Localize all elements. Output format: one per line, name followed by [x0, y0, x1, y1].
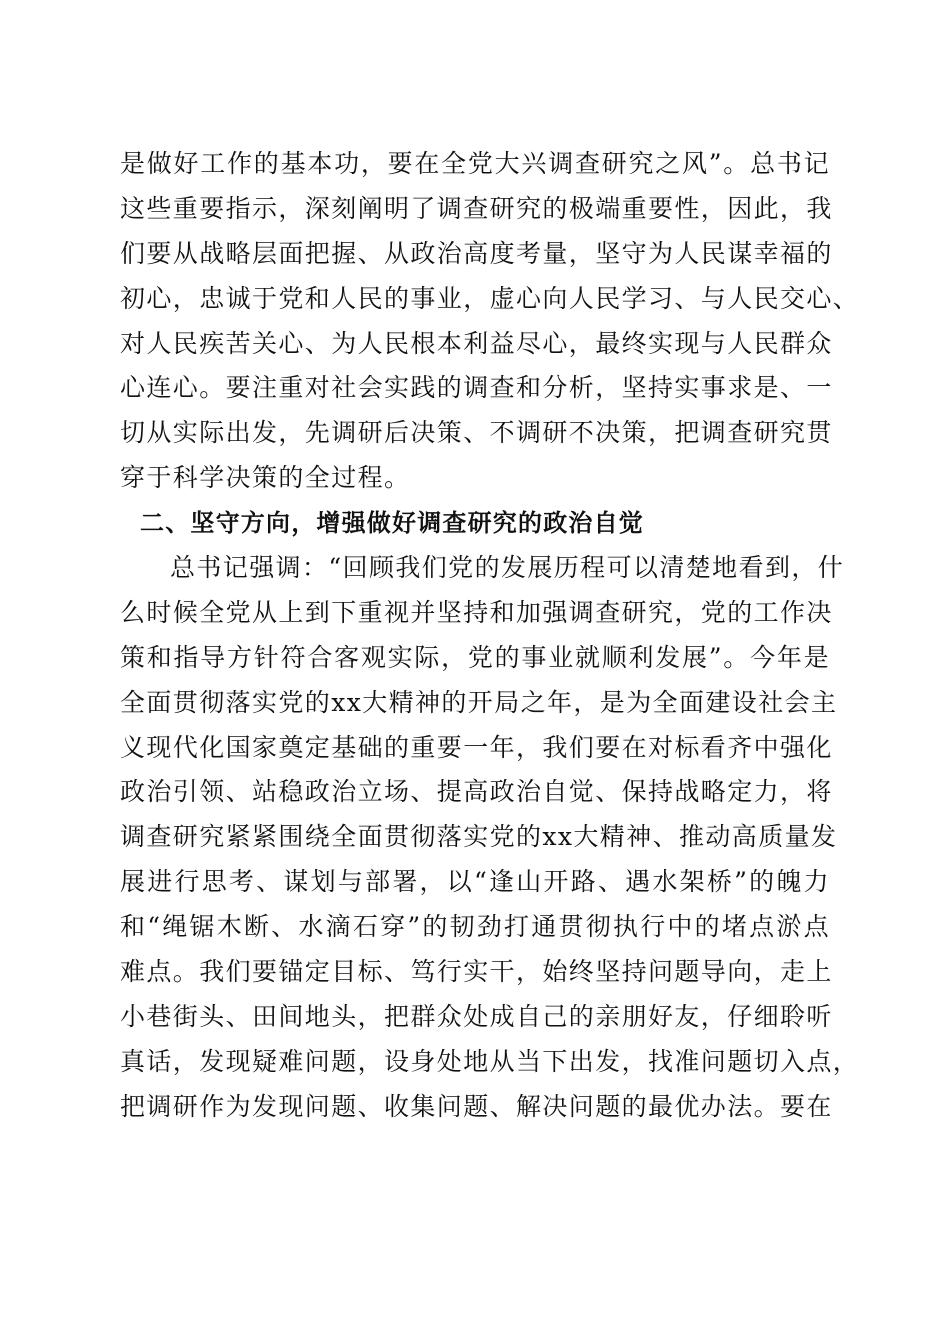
paragraph-line: 政治引领、站稳政治立场、提高政治自觉、保持战略定力，将 — [120, 777, 833, 807]
paragraph-line: 调查研究紧紧围绕全面贯彻落实党的xx大精神、推动高质量发 — [120, 822, 838, 852]
paragraph-line: 真话，发现疑难问题，设身处地从当下出发，找准问题切入点， — [120, 1046, 860, 1076]
paragraph-line: 小巷街头、田间地头，把群众处成自己的亲朋好友，仔细聆听 — [120, 1001, 833, 1031]
paragraph-line: 穿于科学决策的全过程。 — [120, 463, 411, 493]
paragraph-line: 这些重要指示，深刻阐明了调查研究的极端重要性，因此，我 — [120, 193, 833, 223]
section-heading: 二、坚守方向，增强做好调查研究的政治自觉 — [140, 509, 644, 538]
paragraph-2 — [120, 546, 860, 1130]
paragraph-line: 初心，忠诚于党和人民的事业，虚心向人民学习、与人民交心、 — [120, 283, 860, 313]
paragraph-line: 对人民疾苦关心、为人民根本利益尽心，最终实现与人民群众 — [120, 328, 833, 358]
paragraph-line: 和“绳锯木断、水滴石穿”的韧劲打通贯彻执行中的堵点淤点 — [120, 912, 830, 942]
paragraph-line: 全面贯彻落实党的xx大精神的开局之年，是为全面建设社会主 — [120, 687, 838, 717]
paragraph-line: 展进行思考、谋划与部署，以“逢山开路、遇水架桥”的魄力 — [120, 867, 830, 897]
document-body — [120, 142, 860, 1130]
paragraph-line: 们要从战略层面把握、从政治高度考量，坚守为人民谋幸福的 — [120, 238, 833, 268]
paragraph-line: 总书记强调：“回顾我们党的发展历程可以清楚地看到，什 — [170, 553, 845, 583]
paragraph-line: 策和指导方针符合客观实际，党的事业就顺利发展”。今年是 — [120, 642, 830, 672]
paragraph-line: 把调研作为发现问题、收集问题、解决问题的最优办法。要在 — [120, 1091, 833, 1121]
paragraph-line: 义现代化国家奠定基础的重要一年，我们要在对标看齐中强化 — [120, 732, 833, 762]
paragraph-line: 么时候全党从上到下重视并坚持和加强调查研究，党的工作决 — [120, 597, 833, 627]
paragraph-line: 心连心。要注重对社会实践的调查和分析，坚持实事求是、一 — [120, 373, 833, 403]
paragraph-line: 是做好工作的基本功，要在全党大兴调查研究之风”。总书记 — [120, 149, 830, 178]
paragraph-1 — [120, 142, 860, 501]
paragraph-line: 切从实际出发，先调研后决策、不调研不决策，把调查研究贯 — [120, 418, 833, 448]
paragraph-line: 难点。我们要锚定目标、笃行实干，始终坚持问题导向，走上 — [120, 957, 833, 987]
